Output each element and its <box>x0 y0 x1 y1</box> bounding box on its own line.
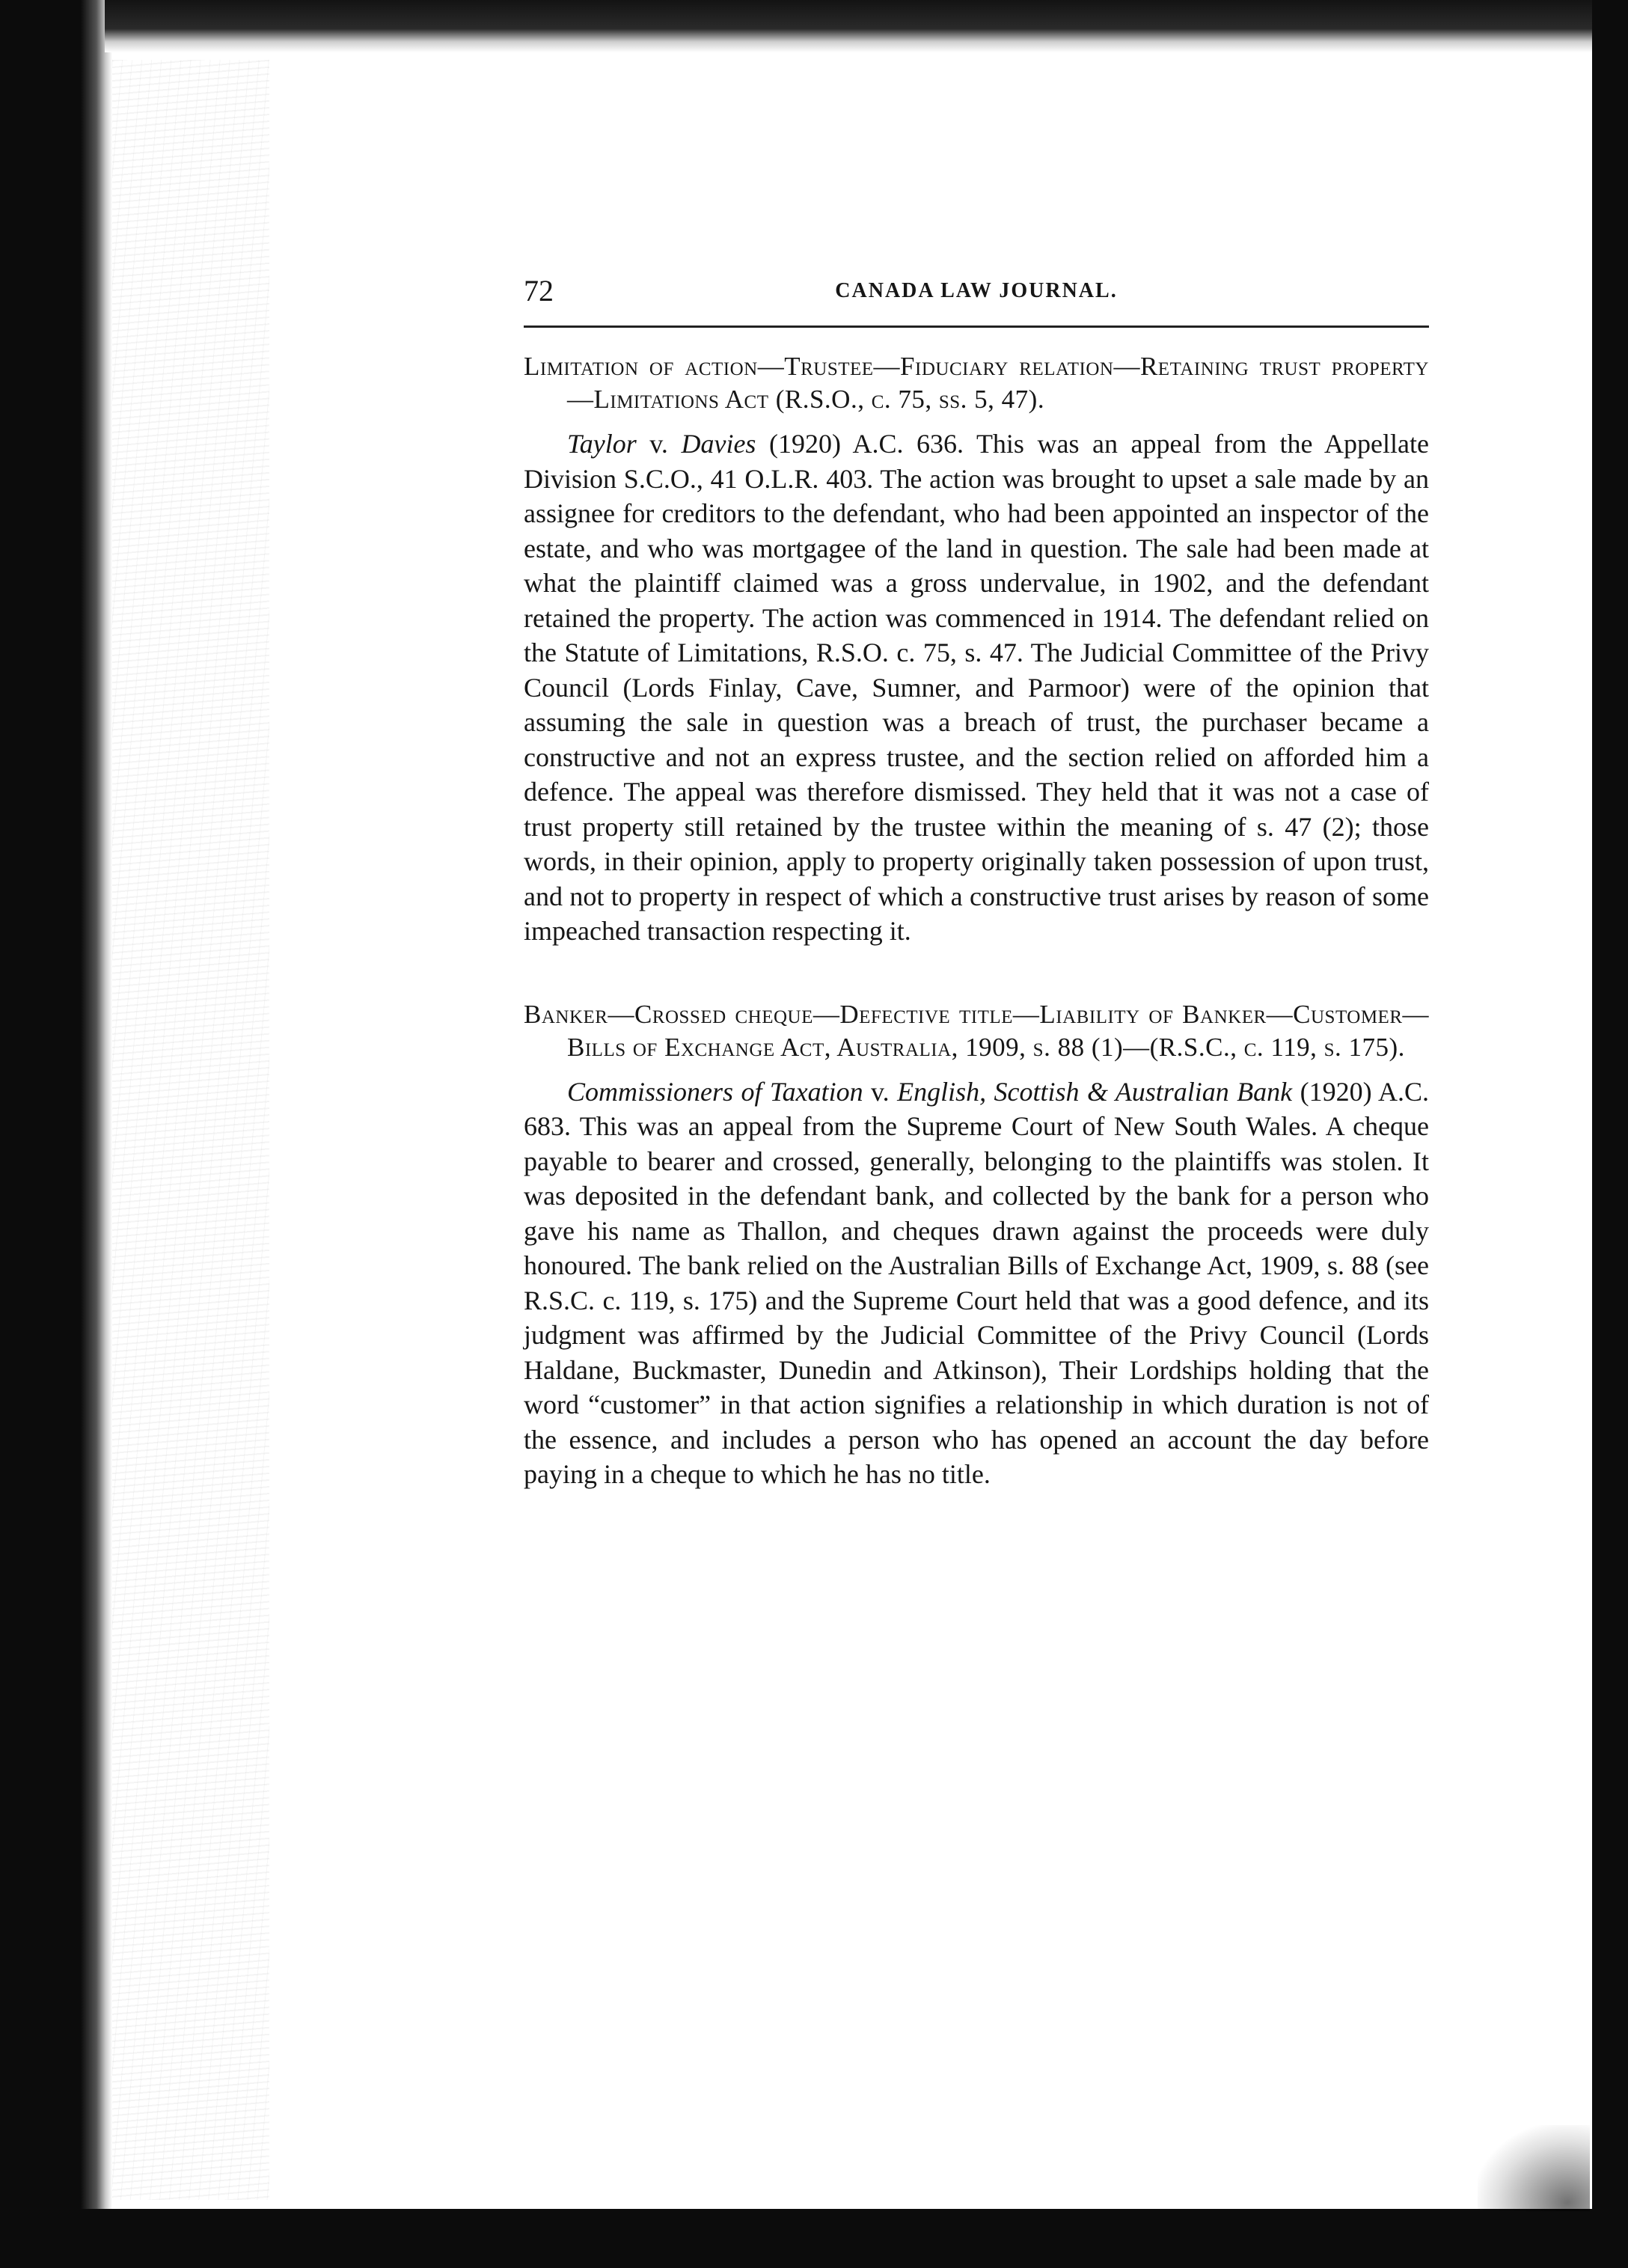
scan-right-border <box>1592 0 1628 2268</box>
versus: v. <box>863 1076 898 1107</box>
party-name: Commissioners of Taxation <box>567 1076 863 1107</box>
running-head <box>524 273 1429 325</box>
binding-gutter-noise <box>112 60 269 2200</box>
journal-title: CANADA LAW JOURNAL. <box>835 279 1118 302</box>
corner-smudge <box>1478 2125 1590 2211</box>
case-body: (1920) A.C. 636. This was an appeal from the Appellate Division S.C.O., 41 O.L.R. 403. The action was brought to upset a sale made by an assignee for creditors to the defendant, who had been appointed an inspector of the estate, and who was mortgagee of the land in question. The sale had been made at what the plaintiff claimed was a gross undervalue, in 1902, and the defendant retained the property. The action was commenced in 1914. The defendant relied on the Statute of Limitations, R.S.O. c. 75, s. 47. The Judicial Committee of the Privy Council (Lords Finlay, Cave, Sumner, and Parmoor) were of the opinion that assuming the sale in question was a breach of trust, the purchaser became a constructive and not an express trustee, and the section relied on afforded him a defence. The appeal was therefore dismissed. They held that it was not a case of trust property still retained by the trustee within the meaning of s. 47 (2); those words, in their opinion, apply to property originally taken possession of upon trust, and not to property in respect of which a constructive trust arises by reason of some impeached transaction respecting it. <box>524 429 1429 946</box>
scan-bottom-border <box>0 2209 1628 2268</box>
case-summary <box>524 1075 1429 1492</box>
case-summary <box>524 427 1429 949</box>
party-name: Davies <box>681 429 756 459</box>
versus: v. <box>636 429 682 459</box>
page-number: 72 <box>524 274 554 308</box>
scan-left-border <box>0 0 112 2209</box>
case-body: (1920) A.C. 683. This was an appeal from the Supreme Court of New South Wales. A cheque payable to bearer and crossed, generally, belonging to the plaintiffs was stolen. It was deposited in the defendant bank, and collected by the bank for a person who gave his name as Thallon, and cheques drawn against the proceeds were duly honoured. The bank relied on the Australian Bills of Exchange Act, 1909, s. 88 (see R.S.C. c. 119, s. 175) and the Supreme Court held that was a good defence, and its judgment was affirmed by the Judicial Committee of the Privy Council (Lords Haldane, Buckmaster, Dunedin and Atkinson), Their Lordships holding that the word “customer” in that action signifies a relationship in which duration is not of the essence, and includes a person who has opened an account the day before paying in a cheque to which he has no title. <box>524 1076 1430 1489</box>
case-headnote: Limitation of action—Trustee—Fiduciary relation—Retaining trust property—Limitations Act (R.S.O., c. 75, ss. 5, 47). <box>524 352 1429 414</box>
journal-page <box>524 273 1429 1492</box>
party-name: English, Scottish & Australian Bank <box>897 1076 1293 1107</box>
scan-top-border <box>105 0 1592 52</box>
party-name: Taylor <box>567 429 637 459</box>
case-headnote: Banker—Crossed cheque—Defective title—Liability of Banker—Customer—Bills of Exchange Act, Australia, 1909, s. 88 (1)—(R.S.C., c. 119, s. 175). <box>524 999 1429 1062</box>
header-rule <box>524 325 1429 328</box>
